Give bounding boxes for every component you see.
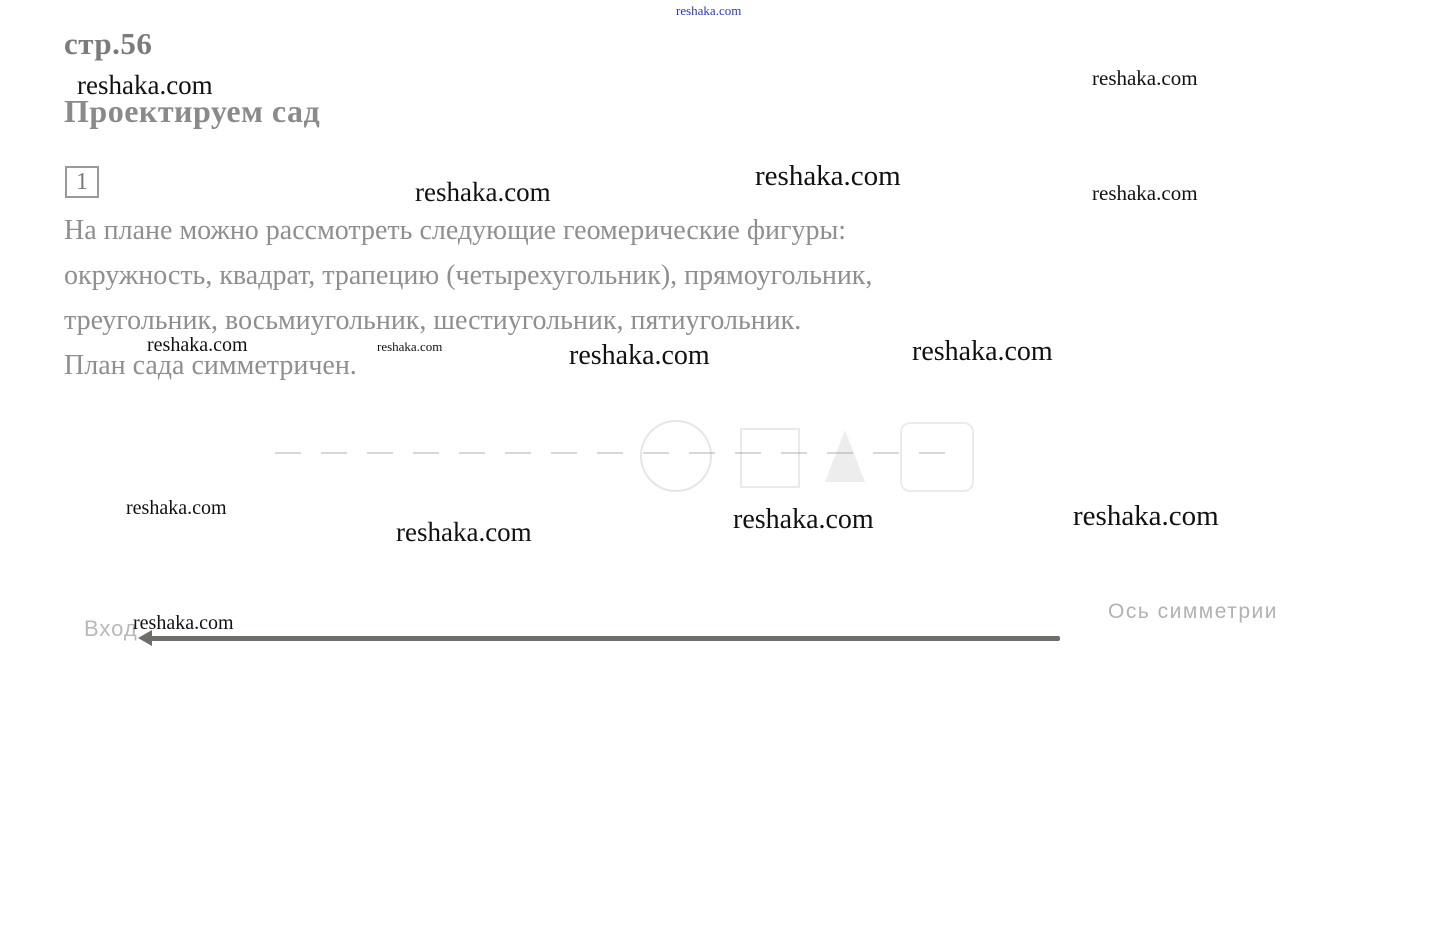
watermark: reshaka.com <box>1073 500 1219 532</box>
watermark: reshaka.com <box>396 517 532 547</box>
plan-shape-square <box>740 428 800 488</box>
watermark: reshaka.com <box>569 340 710 371</box>
watermark: reshaka.com <box>912 336 1053 367</box>
watermark: reshaka.com <box>1092 66 1198 90</box>
answer-line: треугольник, восьмиугольник, шестиугольник, пятиугольник. <box>64 305 802 336</box>
plan-shape-circle <box>640 420 712 492</box>
watermark: reshaka.com <box>147 334 248 356</box>
watermark: reshaka.com <box>133 612 234 634</box>
section-title: Проектируем сад <box>64 93 321 129</box>
entrance-label: Вход <box>84 616 138 641</box>
plan-shape-polygon <box>900 422 974 492</box>
answer-line: На плане можно рассмотреть следующие геомерические фигуры: <box>64 215 847 246</box>
watermark: reshaka.com <box>676 3 742 18</box>
symmetry-axis-label: Ось симметрии <box>1108 600 1278 623</box>
watermark: reshaka.com <box>77 70 213 100</box>
symmetry-axis-line <box>145 636 1060 641</box>
task-number-badge: 1 <box>65 166 99 198</box>
answer-line: План сада симметричен. <box>64 350 357 381</box>
watermark: reshaka.com <box>755 160 901 192</box>
answer-line: окружность, квадрат, трапецию (четырехугольник), прямоугольник, <box>64 260 873 291</box>
plan-shape-triangle <box>825 430 865 482</box>
watermark: reshaka.com <box>126 497 227 519</box>
watermark: reshaka.com <box>733 504 874 535</box>
page-number: стр.56 <box>64 26 153 61</box>
answer-text <box>64 208 1244 388</box>
watermark: reshaka.com <box>415 177 551 207</box>
watermark: reshaka.com <box>1092 181 1198 205</box>
watermark: reshaka.com <box>377 339 443 354</box>
